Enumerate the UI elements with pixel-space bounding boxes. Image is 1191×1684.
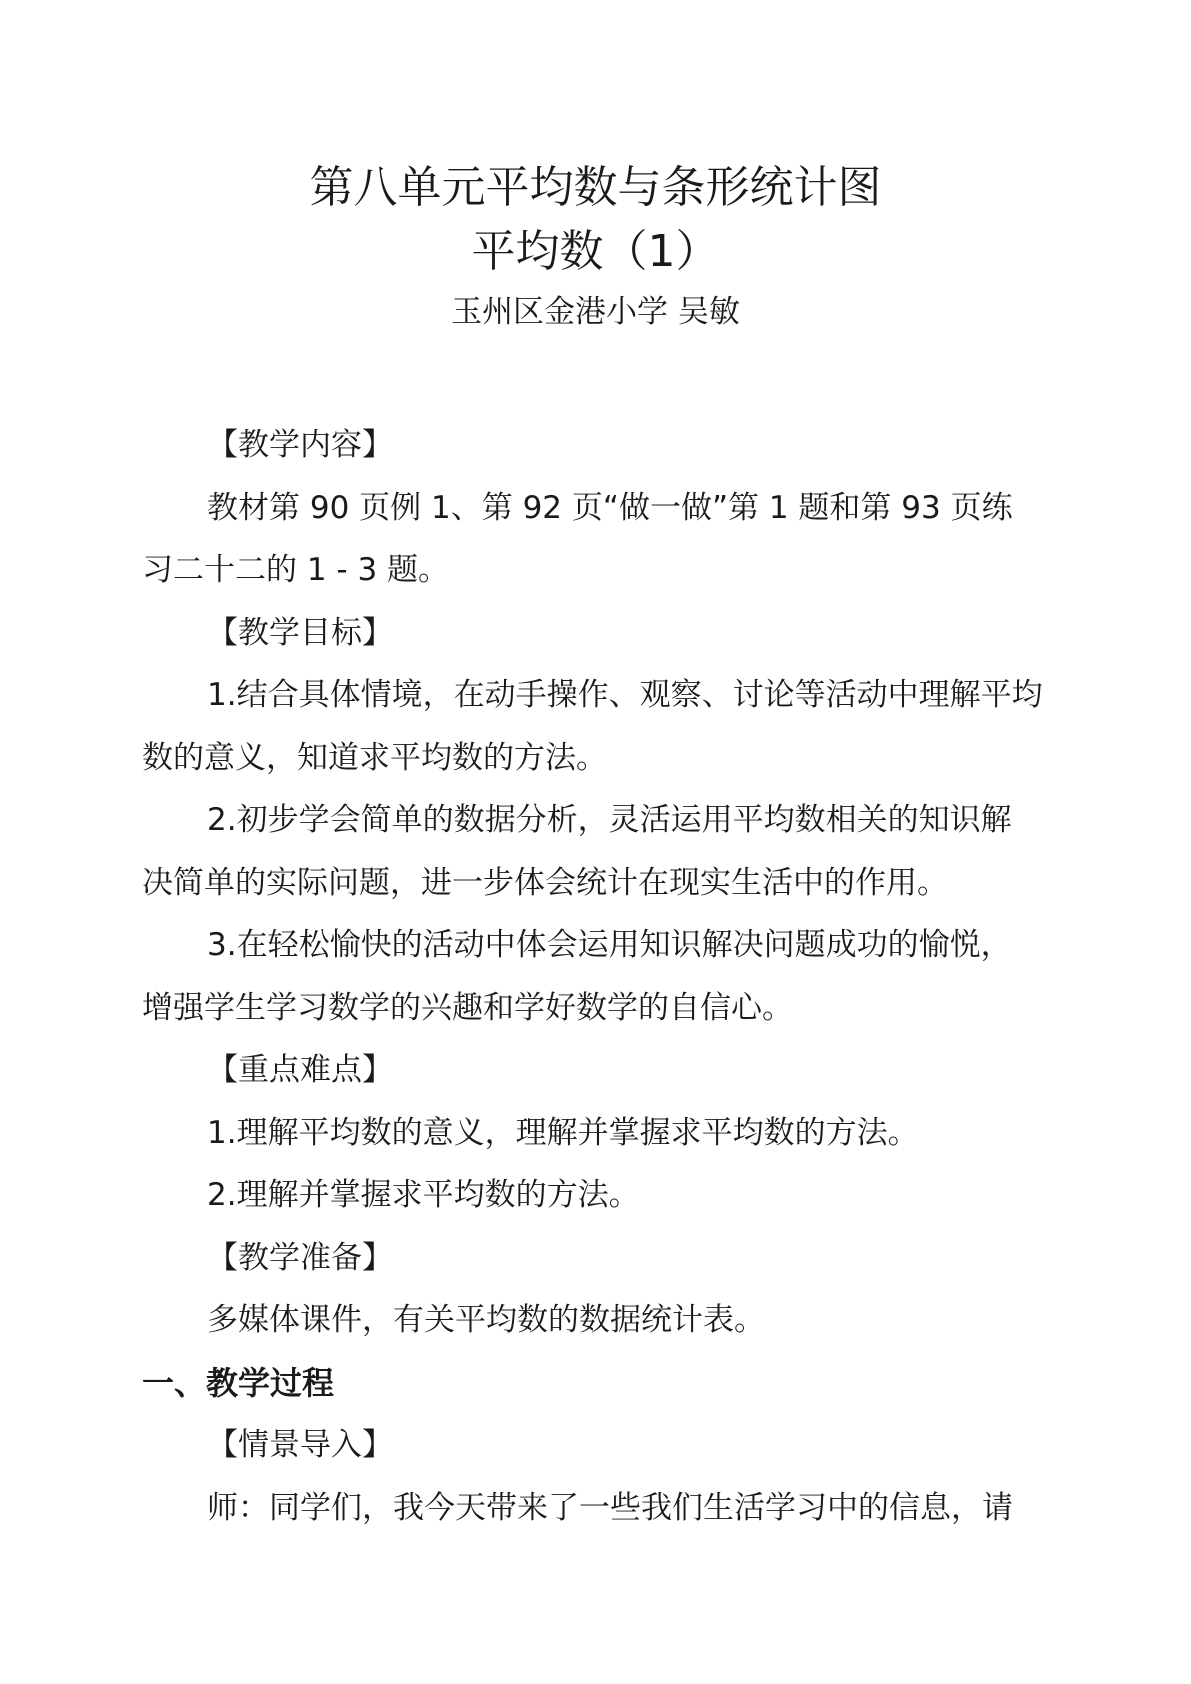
- heading-preparation: 【教学准备】: [207, 1239, 393, 1276]
- key-point-1: 1.理解平均数的意义，理解并掌握求平均数的方法。: [207, 1114, 919, 1151]
- goal-1-line-1: 1.结合具体情境，在动手操作、观察、讨论等活动中理解平均: [207, 677, 1043, 713]
- author-line: 玉州区金港小学 吴敏: [451, 294, 740, 330]
- goal-2-line-1: 2.初步学会简单的数据分析，灵活运用平均数相关的知识解: [207, 802, 1012, 838]
- lesson-title: 平均数（1）: [471, 226, 720, 277]
- teaching-content-line-2: 习二十二的 1 - 3 题。: [142, 552, 450, 588]
- preparation-text: 多媒体课件，有关平均数的数据统计表。: [207, 1302, 765, 1338]
- heading-key-points: 【重点难点】: [207, 1052, 393, 1088]
- heading-teaching-content: 【教学内容】: [207, 427, 393, 463]
- document-body: [142, 414, 1058, 1539]
- goal-3-line-1: 3.在轻松愉快的活动中体会运用知识解决问题成功的愉悦，: [207, 927, 1012, 963]
- goal-3-line-2: 增强学生学习数学的兴趣和学好数学的自信心。: [142, 989, 793, 1026]
- teaching-content-line-1: 教材第 90 页例 1、第 92 页“做一做”第 1 题和第 93 页练: [207, 489, 1013, 526]
- heading-intro: 【情景导入】: [207, 1427, 393, 1463]
- intro-line-1: 师：同学们，我今天带来了一些我们生活学习中的信息，请: [207, 1489, 1013, 1526]
- goal-1-line-2: 数的意义，知道求平均数的方法。: [142, 739, 607, 776]
- section-teaching-process: 一、教学过程: [142, 1363, 335, 1402]
- document-title: 第八单元平均数与条形统计图: [309, 162, 882, 213]
- key-point-2: 2.理解并掌握求平均数的方法。: [207, 1177, 640, 1213]
- goal-2-line-2: 决简单的实际问题，进一步体会统计在现实生活中的作用。: [142, 864, 948, 901]
- heading-teaching-goals: 【教学目标】: [207, 614, 393, 651]
